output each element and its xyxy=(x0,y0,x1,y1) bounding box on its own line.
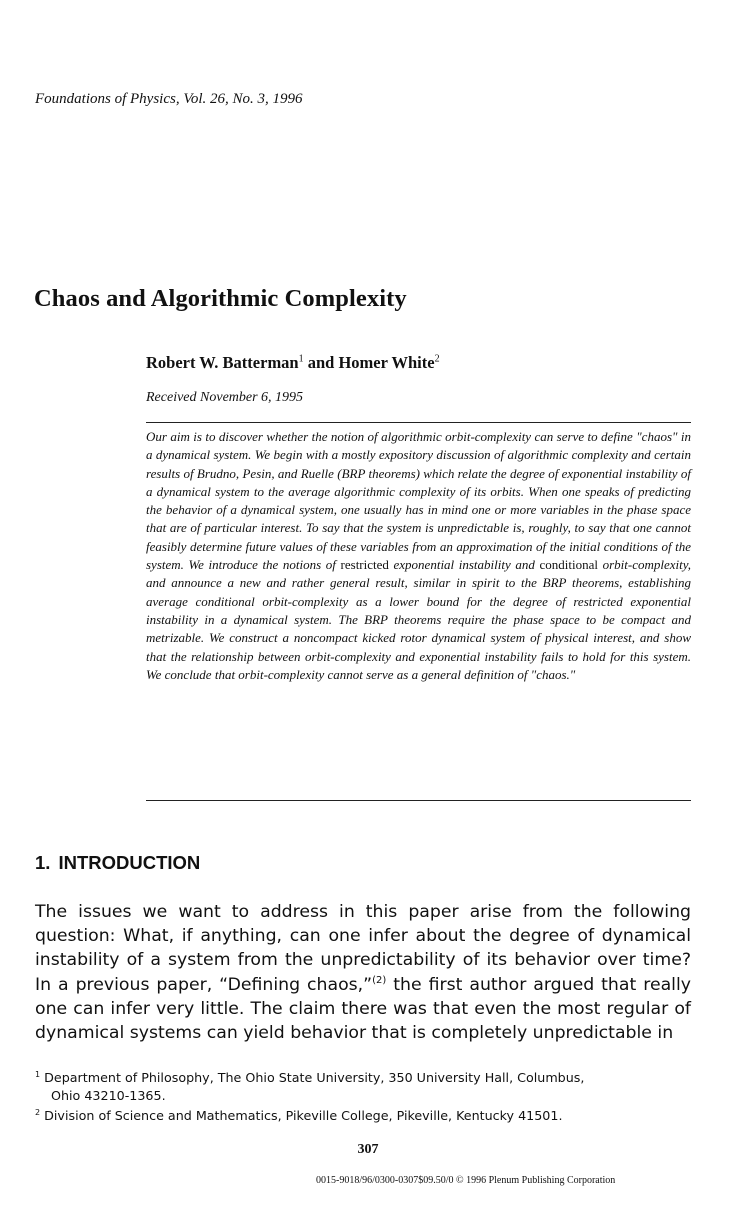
footnote-2-mark: 2 xyxy=(35,1108,41,1118)
author-1-affiliation-mark: 1 xyxy=(298,353,304,365)
intro-part-1: The issues we want to address in this paper arise from the following question: What, if anything, can one infer about the degree of dynamical instability of a system from the unpredictability of its behavior over time? In a previous paper, “Defining chaos,” xyxy=(35,902,691,995)
abstract-term-restricted: restricted xyxy=(340,557,389,573)
abstract-part-1: Our aim is to discover whether the notion of algorithmic orbit-complexity can serve to define "chaos" in a dynamical system. We begin with a mostly expository discussion of algorithmic complexity and certain results of Brudno, Pesin, and Ruelle (BRP theorems) which relate the degree of exponential instability of a dynamical system to the average algorithmic complexity of its orbits. When one speaks of predicting the behavior of a dynamical system, one usually has in mind one or more variables in the phase space that are of particular interest. To say that the system is unpredictable is, roughly, to say that one cannot feasibly determine future values of these variables from an approximation of the initial conditions of the system. We introduce the notions of xyxy=(146,429,691,573)
section-heading xyxy=(35,852,200,874)
paper-title: Chaos and Algorithmic Complexity xyxy=(34,285,407,312)
citation-reference: (2) xyxy=(372,974,387,986)
abstract-term-conditional: conditional xyxy=(539,557,598,573)
abstract-top-rule xyxy=(146,422,691,423)
intro-part-2: the first author argued that really one can infer very little. The claim there was that even the most regular of dynamical systems can yield behavior that is completely unpredictable in xyxy=(35,974,691,1044)
journal-citation: Foundations of Physics, Vol. 26, No. 3, 1996 xyxy=(35,91,303,107)
section-title: INTRODUCTION xyxy=(58,852,201,873)
footnote-2 xyxy=(35,1104,691,1125)
copyright-line: 0015-9018/96/0300-0307$09.50/0 © 1996 Plenum Publishing Corporation xyxy=(316,1175,616,1186)
footnote-1 xyxy=(35,1066,691,1104)
author-2-name: Homer White xyxy=(338,353,435,372)
footnote-1-mark: 1 xyxy=(35,1070,41,1079)
author-2-affiliation-mark: 2 xyxy=(434,353,440,365)
page-number: 307 xyxy=(357,1142,379,1157)
author-line xyxy=(146,353,440,373)
author-1-name: Robert W. Batterman xyxy=(146,353,299,372)
section-number: 1. xyxy=(35,852,51,873)
introduction-paragraph xyxy=(35,900,691,1045)
abstract-text xyxy=(146,428,691,684)
abstract-part-3: orbit-complexity, and announce a new and rather general result, similar in spirit to the BRP theorems, establishing average conditional orbit-complexity as a lower bound for the degree of restricted exponential instability in a dynamical system. The BRP theorems require the phase space to be compact and metrizable. We construct a noncompact kicked rotor dynamical system of physical interest, and show that the relationship between orbit-complexity and exponential instability fails to hold for this system. We conclude that orbit-complexity cannot serve as a general definition of "chaos." xyxy=(146,557,692,682)
received-date: Received November 6, 1995 xyxy=(146,390,304,405)
abstract-part-2: exponential instability and xyxy=(393,557,535,573)
abstract-bottom-rule xyxy=(146,800,691,801)
footnote-1-line-1: Department of Philosophy, The Ohio State University, 350 University Hall, Columbus, xyxy=(44,1070,585,1086)
footnote-1-line-2: Ohio 43210-1365. xyxy=(51,1087,166,1103)
footnote-2-text: Division of Science and Mathematics, Pikeville College, Pikeville, Kentucky 41501. xyxy=(44,1108,563,1124)
footnotes xyxy=(35,1066,691,1125)
author-connector: and xyxy=(307,353,335,372)
